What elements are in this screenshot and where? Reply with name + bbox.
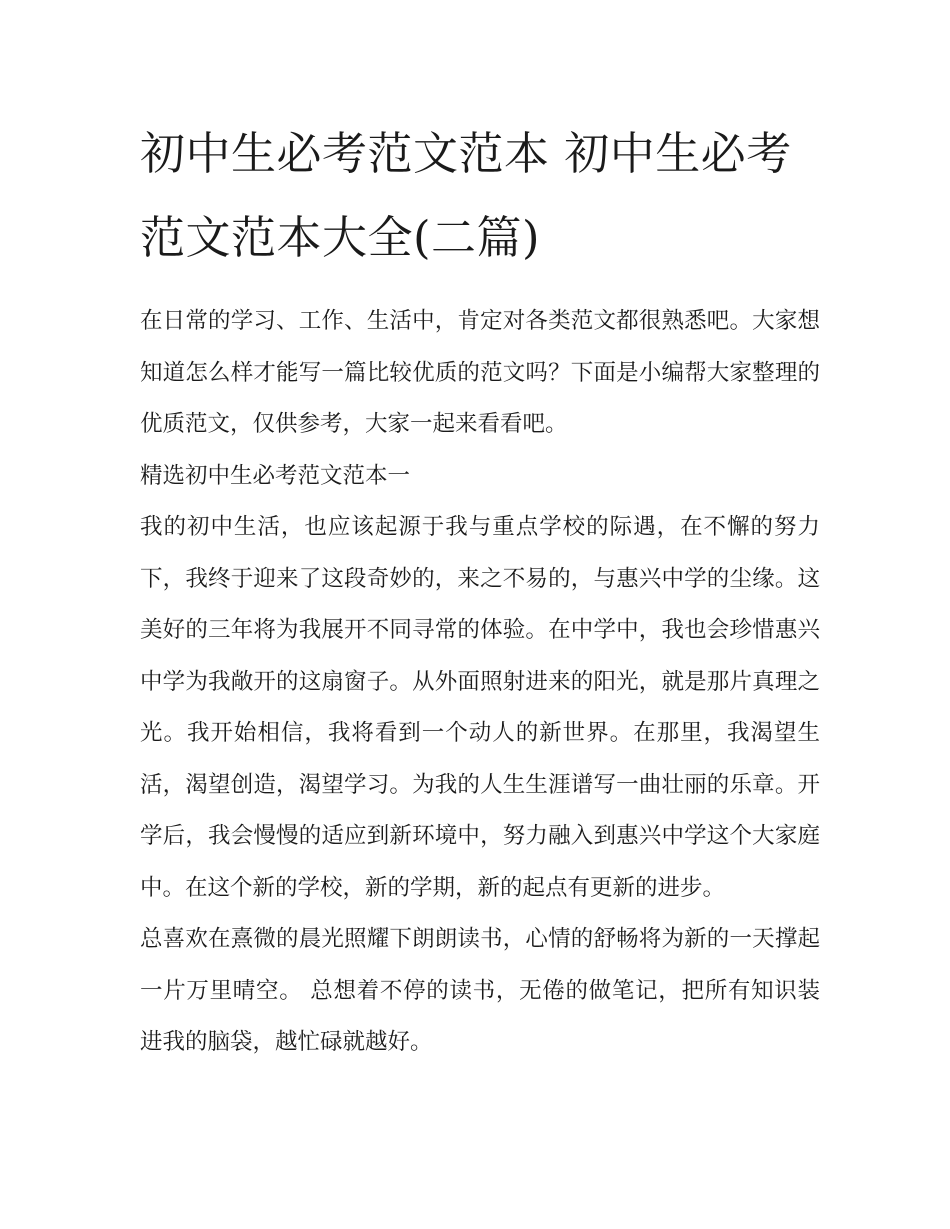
- paragraph-essay-1: 我的初中生活，也应该起源于我与重点学校的际遇，在不懈的努力下，我终于迎来了这段奇妙的，来之不易的，与惠兴中学的尘缘。这美好的三年将为我展开不同寻常的体验。在中学中，我也会珍惜惠兴中学为我敞开的这扇窗子。从外面照射进来的阳光，就是那片真理之光。我开始相信，我将看到一个动人的新世界。在那里，我渴望生活，渴望创造，渴望学习。为我的人生生涯谱写一曲壮丽的乐章。开学后，我会慢慢的适应到新环境中，努力融入到惠兴中学这个大家庭中。在这个新的学校，新的学期，新的起点有更新的进步。: [140, 514, 820, 901]
- document-title: 初中生必考范文范本 初中生必考范文范本大全(二篇): [140, 127, 792, 264]
- document-page: [140, 112, 820, 1069]
- section-heading: 精选初中生必考范文范本一: [140, 462, 411, 489]
- paragraph-intro: 在日常的学习、工作、生活中，肯定对各类范文都很熟悉吧。大家想知道怎么样才能写一篇比较优质的范文吗？下面是小编帮大家整理的优质范文，仅供参考，大家一起来看看吧。: [140, 308, 820, 437]
- paragraph-essay-2: 总喜欢在熹微的晨光照耀下朗朗读书，心情的舒畅将为新的一天撑起一片万里晴空。 总想着不停的读书，无倦的做笔记，把所有知识装进我的脑袋，越忙碌就越好。: [140, 926, 820, 1055]
- document-body: [140, 296, 820, 1069]
